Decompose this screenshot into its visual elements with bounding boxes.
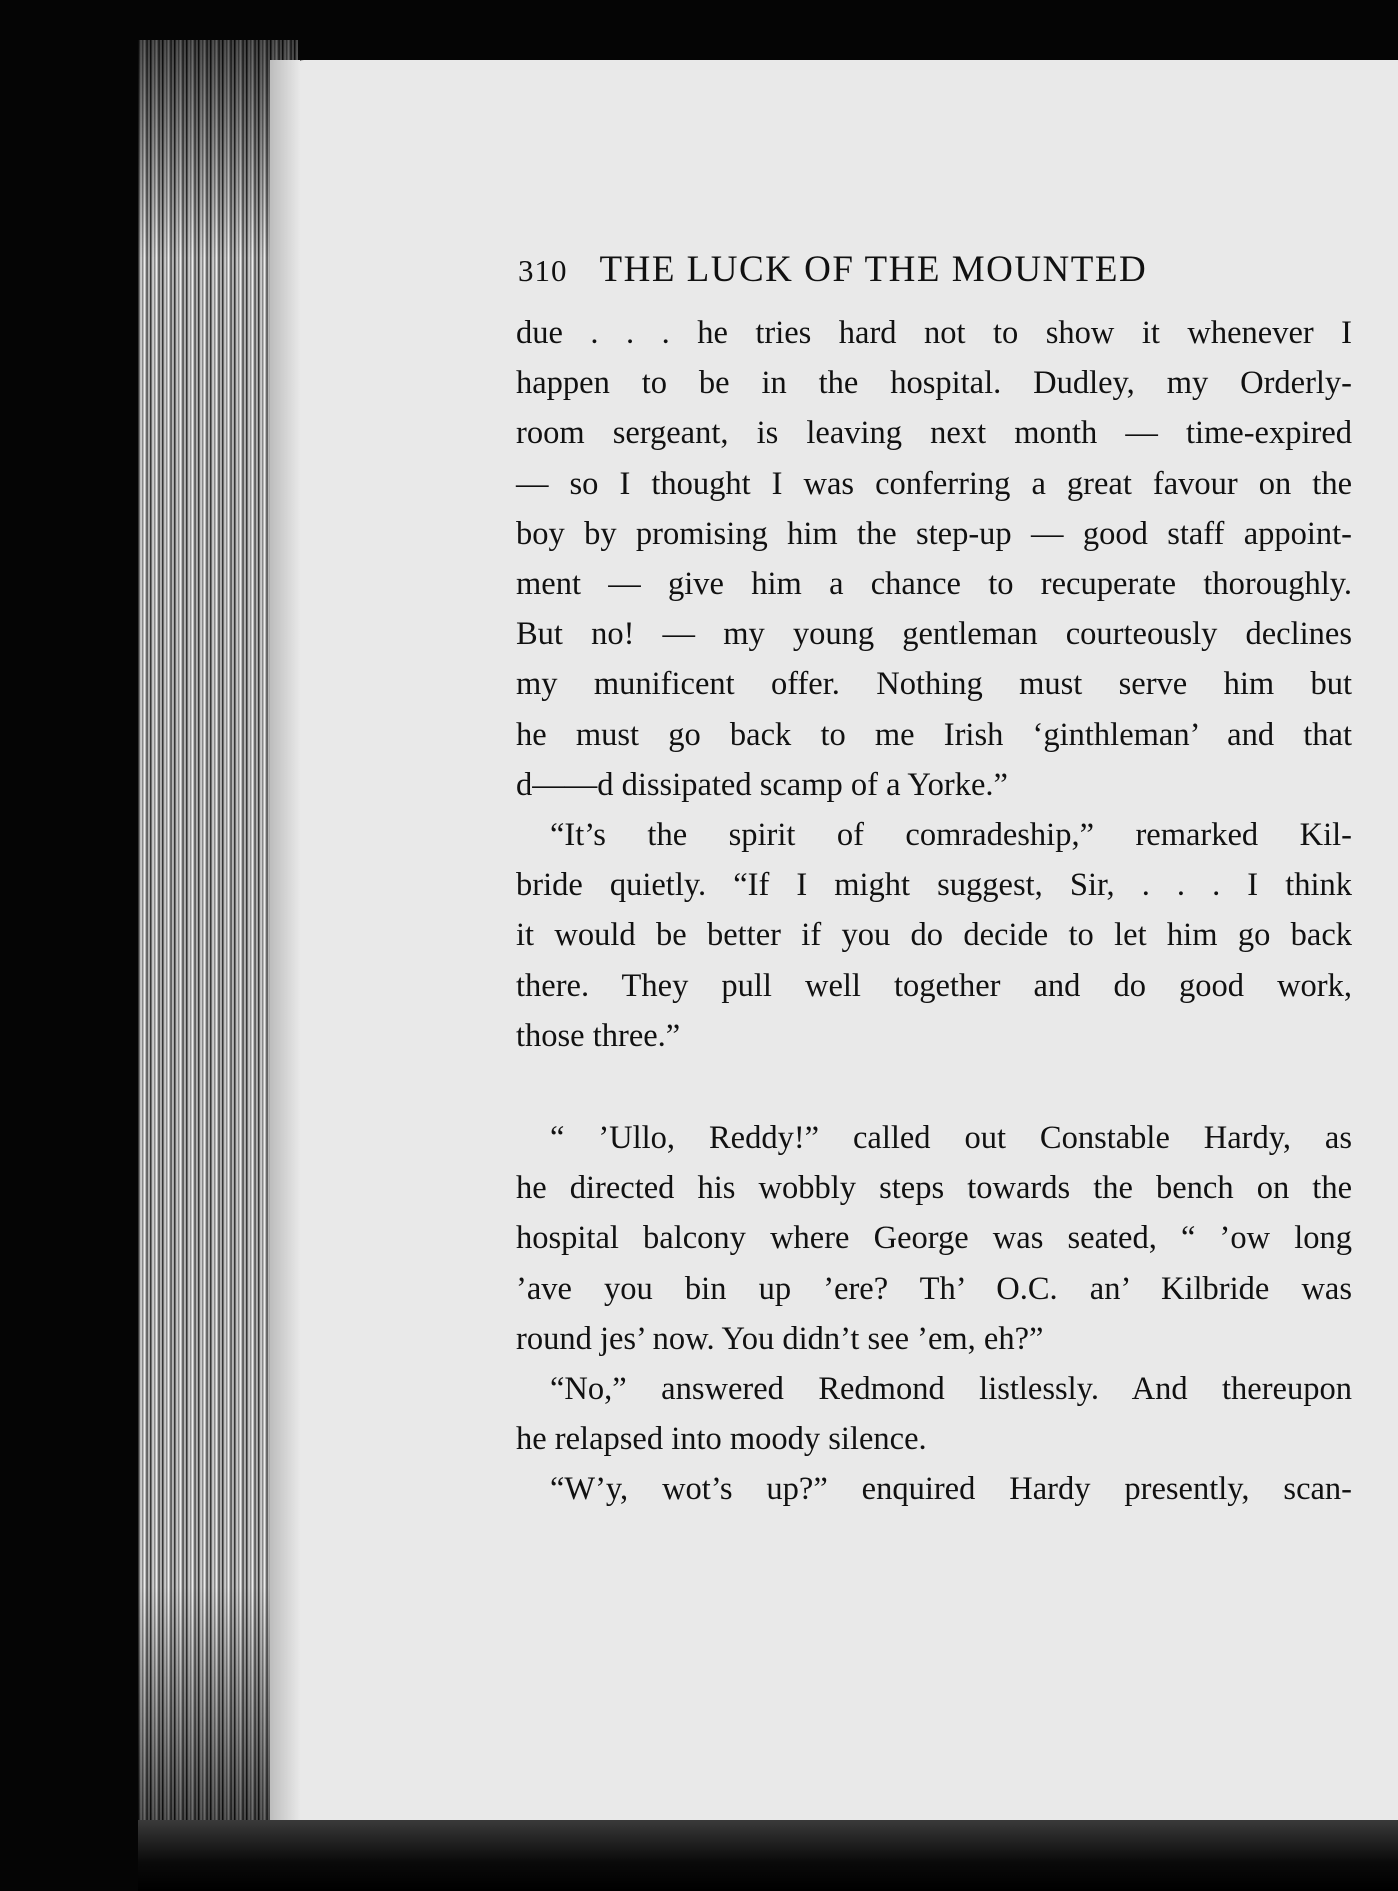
text-line: “No,” answered Redmond listlessly. And thereupon (550, 1371, 1352, 1408)
text-line: those three.” (516, 1017, 681, 1054)
text-line: happen to be in the hospital. Dudley, my Orderly- (516, 365, 1352, 402)
text-line: room sergeant, is leaving next month — time-expired (516, 415, 1352, 452)
running-title: THE LUCK OF THE MOUNTED (599, 249, 1148, 290)
text-line: boy by promising him the step-up — good staff appoint- (516, 515, 1352, 552)
text-line: “ ’Ullo, Reddy!” called out Constable Hardy, as (550, 1120, 1352, 1157)
text-line: due . . . he tries hard not to show it whenever I (516, 315, 1352, 351)
text-line: d——d dissipated scamp of a Yorke.” (516, 766, 1008, 803)
text-line: my munificent offer. Nothing must serve him but (516, 666, 1352, 703)
text-line: it would be better if you do decide to let him go back (516, 917, 1352, 954)
text-line: bride quietly. “If I might suggest, Sir, . . . I think (516, 867, 1352, 904)
text-line: — so I thought I was conferring a great favour on the (516, 465, 1352, 502)
text-line: ment — give him a chance to recuperate thoroughly. (516, 566, 1352, 603)
text-line: there. They pull well together and do good work, (516, 967, 1352, 1004)
bottom-shadow (138, 1820, 1398, 1891)
page-number: 310 (518, 253, 568, 288)
text-line: “W’y, wot’s up?” enquired Hardy presently, scan- (550, 1471, 1352, 1508)
text-line: he must go back to me Irish ‘ginthleman’ and that (516, 716, 1352, 753)
text-line: hospital balcony where George was seated, “ ’ow long (516, 1220, 1352, 1257)
text-line: he directed his wobbly steps towards the bench on the (516, 1170, 1352, 1207)
text-line: ’ave you bin up ’ere? Th’ O.C. an’ Kilbride was (516, 1270, 1352, 1307)
text-line: “It’s the spirit of comradeship,” remarked Kil- (550, 817, 1352, 854)
text-line: he relapsed into moody silence. (516, 1421, 927, 1458)
body-text (516, 308, 1352, 1515)
page-gutter (270, 60, 300, 1820)
text-line: But no! — my young gentleman courteously declines (516, 616, 1352, 653)
text-line: round jes’ now. You didn’t see ’em, eh?” (516, 1320, 1044, 1357)
section-break (516, 1061, 1352, 1113)
running-head (518, 248, 1348, 291)
